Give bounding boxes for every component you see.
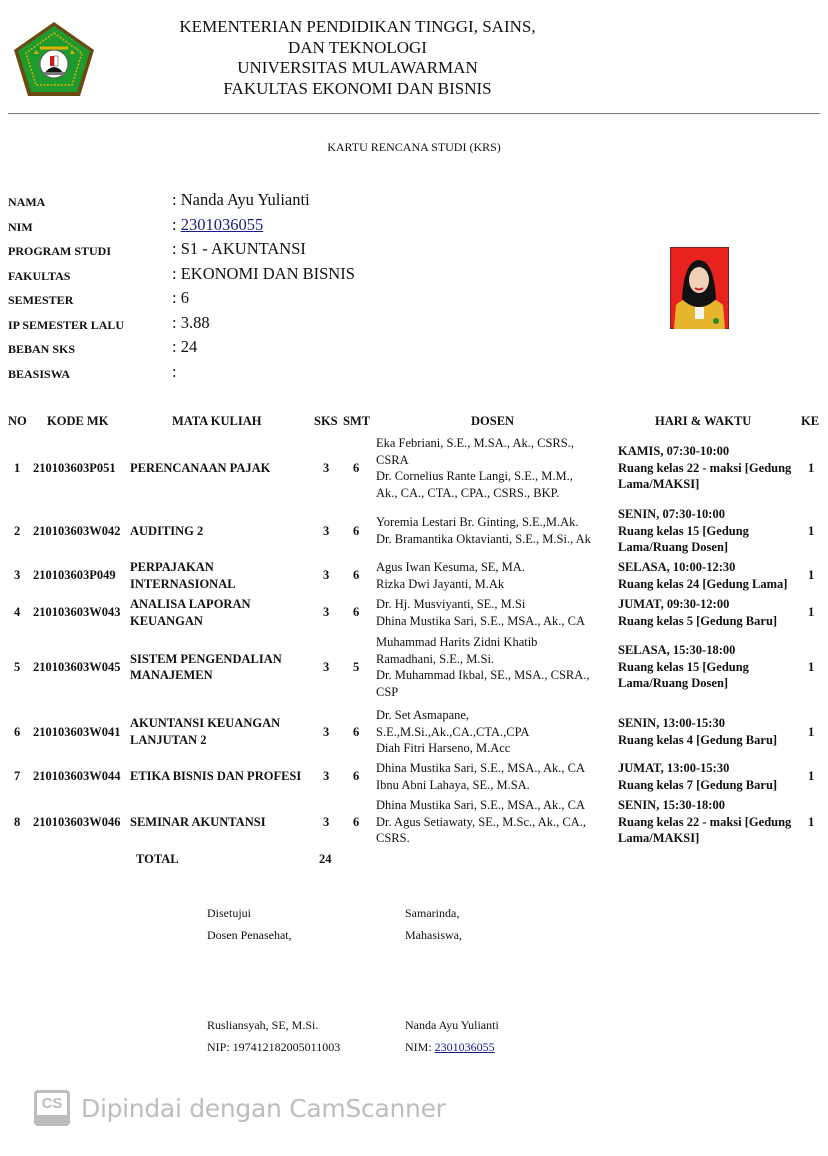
cell-hari-waktu: Ruang kelas 22 - maksi [Gedung	[618, 460, 792, 475]
column-header-no: NO	[8, 414, 27, 428]
info-row-fakultas	[8, 264, 508, 288]
student-label: Mahasiswa,	[405, 928, 462, 942]
cell-dosen: CSRS.	[376, 831, 410, 845]
header-line: KEMENTERIAN PENDIDIKAN TINGGI, SAINS,	[179, 17, 536, 36]
info-value: : EKONOMI DAN BISNIS	[172, 263, 355, 283]
cell-sks: 3	[323, 523, 330, 538]
cell-no: 2	[14, 523, 21, 538]
cell-mata-kuliah: INTERNASIONAL	[130, 576, 236, 591]
cell-hari-waktu: Lama/Ruang Dosen]	[618, 540, 729, 554]
cell-mata-kuliah: SEMINAR AKUNTANSI	[130, 814, 266, 829]
column-header-ke: KE	[801, 414, 820, 428]
header-line: FAKULTAS EKONOMI DAN BISNIS	[223, 78, 492, 98]
info-row-program-studi	[8, 239, 508, 263]
cell-hari-waktu: Ruang kelas 15 [Gedung	[618, 523, 749, 538]
cell-mata-kuliah: PERENCANAAN PAJAK	[130, 460, 271, 475]
info-label: FAKULTAS	[8, 268, 71, 283]
info-value: : S1 - AKUNTANSI	[172, 239, 306, 258]
cell-dosen: Dhina Mustika Sari, S.E., MSA., Ak., CA	[376, 761, 586, 775]
advisor-name: Rusliansyah, SE, M.Si.	[207, 1018, 319, 1032]
cell-kode-mk: 210103603W041	[33, 724, 121, 739]
cell-dosen: Dr. Agus Setiawaty, SE., M.Sc., Ak., CA.,	[376, 814, 586, 829]
info-row-beasiswa	[8, 362, 508, 386]
cell-ke: 1	[808, 568, 815, 583]
cell-mata-kuliah: ANALISA LAPORAN	[130, 597, 251, 611]
cell-hari-waktu: SENIN, 07:30-10:00	[618, 507, 725, 521]
cell-dosen: Diah Fitri Harseno, M.Acc	[376, 741, 511, 755]
info-label: IP SEMESTER LALU	[8, 317, 125, 332]
cell-dosen: Agus Iwan Kesuma, SE, MA.	[376, 560, 525, 574]
cell-dosen: Dr. Cornelius Rante Langi, S.E., M.M.,	[376, 469, 573, 483]
info-label: SEMESTER	[8, 293, 74, 307]
cell-mata-kuliah: AUDITING 2	[130, 523, 204, 538]
info-value: :	[172, 361, 177, 381]
cell-no: 3	[14, 568, 21, 583]
total-sks: 24	[319, 852, 332, 866]
cell-smt: 6	[353, 523, 360, 538]
cell-sks: 3	[323, 659, 330, 674]
column-header-dosen: DOSEN	[471, 414, 515, 428]
cell-hari-waktu: KAMIS, 07:30-10:00	[618, 444, 730, 459]
cell-kode-mk: 210103603W043	[33, 605, 121, 620]
cell-kode-mk: 210103603W045	[33, 659, 121, 674]
cell-mata-kuliah: KEUANGAN	[130, 613, 203, 628]
cell-ke: 1	[808, 724, 815, 739]
cell-hari-waktu: Ruang kelas 7 [Gedung Baru]	[618, 777, 778, 792]
cell-dosen: Dr. Bramantika Oktavianti, S.E., M.Si., Ak	[376, 531, 591, 546]
nim-link[interactable]: 2301036055	[434, 1040, 495, 1054]
cell-hari-waktu: SELASA, 10:00-12:30	[618, 560, 736, 574]
cell-sks: 3	[323, 724, 330, 739]
advisor-nip: NIP: 197412182005011003	[207, 1040, 341, 1054]
info-row-semester	[8, 288, 508, 312]
info-value: : 6	[172, 288, 189, 307]
camscanner-icon-text: CS	[41, 1095, 63, 1112]
cell-smt: 6	[353, 605, 360, 620]
student-photo	[670, 247, 729, 329]
cell-hari-waktu: JUMAT, 09:30-12:00	[618, 597, 730, 611]
cell-kode-mk: 210103603W042	[33, 523, 121, 538]
cell-kode-mk: 210103603W044	[33, 769, 121, 784]
header-divider	[8, 113, 820, 114]
cell-ke: 1	[808, 814, 815, 829]
column-header-hari-waktu: HARI & WAKTU	[655, 414, 752, 428]
cell-mata-kuliah: MANAJEMEN	[130, 668, 213, 682]
nim-link[interactable]: 2301036055	[180, 214, 264, 234]
cell-no: 4	[14, 605, 21, 620]
cell-dosen: Muhammad Harits Zidni Khatib	[376, 635, 538, 649]
cell-dosen: Dr. Set Asmapane,	[376, 708, 470, 722]
column-header-smt: SMT	[343, 414, 371, 428]
column-header-kode: KODE MK	[47, 414, 109, 428]
cell-ke: 1	[808, 659, 815, 674]
info-row-nama	[8, 190, 508, 214]
student-signature	[405, 1014, 499, 1058]
cell-mata-kuliah: SISTEM PENGENDALIAN	[130, 651, 282, 666]
cell-smt: 6	[353, 568, 360, 583]
document-title: KARTU RENCANA STUDI (KRS)	[327, 140, 501, 154]
cell-kode-mk: 210103603P051	[33, 460, 116, 475]
cell-sks: 3	[323, 460, 330, 475]
cell-hari-waktu: SENIN, 13:00-15:30	[618, 716, 725, 731]
cell-smt: 6	[353, 814, 360, 829]
cell-dosen: Ibnu Abni Lahaya, SE., M.SA.	[376, 777, 530, 792]
student-name: Nanda Ayu Yulianti	[405, 1018, 499, 1032]
approval-block	[207, 902, 292, 946]
cell-dosen: Dhina Mustika Sari, S.E., MSA., Ak., CA	[376, 613, 586, 628]
cell-no: 8	[14, 814, 21, 829]
cell-dosen: Dhina Mustika Sari, S.E., MSA., Ak., CA	[376, 798, 586, 812]
cell-sks: 3	[323, 769, 330, 784]
approval-label: Disetujui	[207, 906, 251, 920]
cell-dosen: Yoremia Lestari Br. Ginting, S.E.,M.Ak.	[376, 515, 579, 530]
info-value: : 24	[172, 337, 198, 356]
cell-sks: 3	[323, 605, 330, 620]
cell-hari-waktu: SELASA, 15:30-18:00	[618, 643, 736, 658]
cell-dosen: Ramadhani, S.E., M.Si.	[376, 651, 495, 666]
header-line: UNIVERSITAS MULAWARMAN	[237, 58, 478, 77]
cell-hari-waktu: Ruang kelas 4 [Gedung Baru]	[618, 732, 778, 747]
cell-hari-waktu: Ruang kelas 15 [Gedung	[618, 659, 749, 674]
nim-prefix: NIM:	[405, 1040, 435, 1054]
info-row-ip	[8, 313, 508, 337]
cell-no: 5	[14, 659, 21, 674]
nim-prefix: :	[172, 214, 181, 234]
camscanner-watermark	[34, 1088, 446, 1128]
cell-no: 1	[14, 460, 21, 475]
student-nim	[405, 1036, 499, 1058]
column-header-sks: SKS	[314, 414, 338, 428]
cell-smt: 6	[353, 460, 360, 475]
place-label: Samarinda,	[405, 906, 460, 920]
cell-sks: 3	[323, 568, 330, 583]
cell-sks: 3	[323, 814, 330, 829]
cell-mata-kuliah: LANJUTAN 2	[130, 732, 207, 747]
cell-kode-mk: 210103603W046	[33, 814, 121, 829]
cell-kode-mk: 210103603P049	[33, 568, 116, 583]
info-label: NAMA	[8, 195, 46, 209]
header-line: DAN TEKNOLOGI	[288, 37, 427, 57]
camscanner-icon	[34, 1090, 70, 1126]
cell-dosen: Ak., CA., CTA., CPA., CSRS., BKP.	[376, 485, 560, 500]
cell-dosen: S.E.,M.Si.,Ak.,CA.,CTA.,CPA	[376, 724, 530, 739]
cell-hari-waktu: Lama/MAKSI]	[618, 831, 700, 845]
info-value	[172, 215, 263, 235]
cell-ke: 1	[808, 523, 815, 538]
cell-ke: 1	[808, 460, 815, 475]
cell-hari-waktu: Ruang kelas 22 - maksi [Gedung	[618, 814, 792, 829]
cell-ke: 1	[808, 769, 815, 784]
cell-ke: 1	[808, 605, 815, 620]
total-label: TOTAL	[136, 852, 179, 866]
cell-dosen: CSP	[376, 684, 399, 699]
cell-mata-kuliah: PERPAJAKAN	[130, 560, 214, 574]
cell-dosen: Dr. Muhammad Ikbal, SE., MSA., CSRA.,	[376, 668, 590, 682]
institution-header	[150, 17, 565, 99]
watermark-text: Dipindai dengan CamScanner	[81, 1093, 446, 1123]
cell-hari-waktu: Lama/MAKSI]	[618, 477, 700, 492]
cell-mata-kuliah: ETIKA BISNIS DAN PROFESI	[130, 769, 302, 784]
cell-smt: 6	[353, 724, 360, 739]
cell-dosen: Eka Febriani, S.E., M.SA., Ak., CSRS.,	[376, 436, 574, 450]
info-label: NIM	[8, 219, 33, 234]
info-value: : 3.88	[172, 312, 210, 332]
column-header-mata-kuliah: MATA KULIAH	[172, 414, 262, 428]
advisor-signature	[207, 1014, 340, 1058]
cell-dosen: CSRA	[376, 452, 409, 467]
student-sign-block	[405, 902, 462, 946]
cell-hari-waktu: Lama/Ruang Dosen]	[618, 676, 729, 691]
info-value: : Nanda Ayu Yulianti	[172, 190, 310, 209]
cell-hari-waktu: SENIN, 15:30-18:00	[618, 798, 725, 812]
cell-hari-waktu: Ruang kelas 24 [Gedung Lama]	[618, 576, 788, 591]
cell-dosen: Dr. Hj. Musviyanti, SE., M.Si	[376, 597, 526, 611]
cell-hari-waktu: Ruang kelas 5 [Gedung Baru]	[618, 613, 778, 628]
cell-dosen: Rizka Dwi Jayanti, M.Ak	[376, 576, 505, 591]
info-label: BEBAN SKS	[8, 342, 76, 356]
cell-hari-waktu: JUMAT, 13:00-15:30	[618, 761, 730, 775]
cell-no: 7	[14, 769, 21, 784]
cell-smt: 5	[353, 659, 360, 674]
cell-mata-kuliah: AKUNTANSI KEUANGAN	[130, 716, 281, 731]
info-label: BEASISWA	[8, 366, 71, 381]
info-label: PROGRAM STUDI	[8, 244, 112, 258]
university-logo	[12, 20, 96, 98]
cell-smt: 6	[353, 769, 360, 784]
info-row-nim	[8, 215, 508, 239]
advisor-label: Dosen Penasehat,	[207, 928, 292, 942]
cell-no: 6	[14, 724, 21, 739]
info-row-beban-sks	[8, 337, 508, 361]
